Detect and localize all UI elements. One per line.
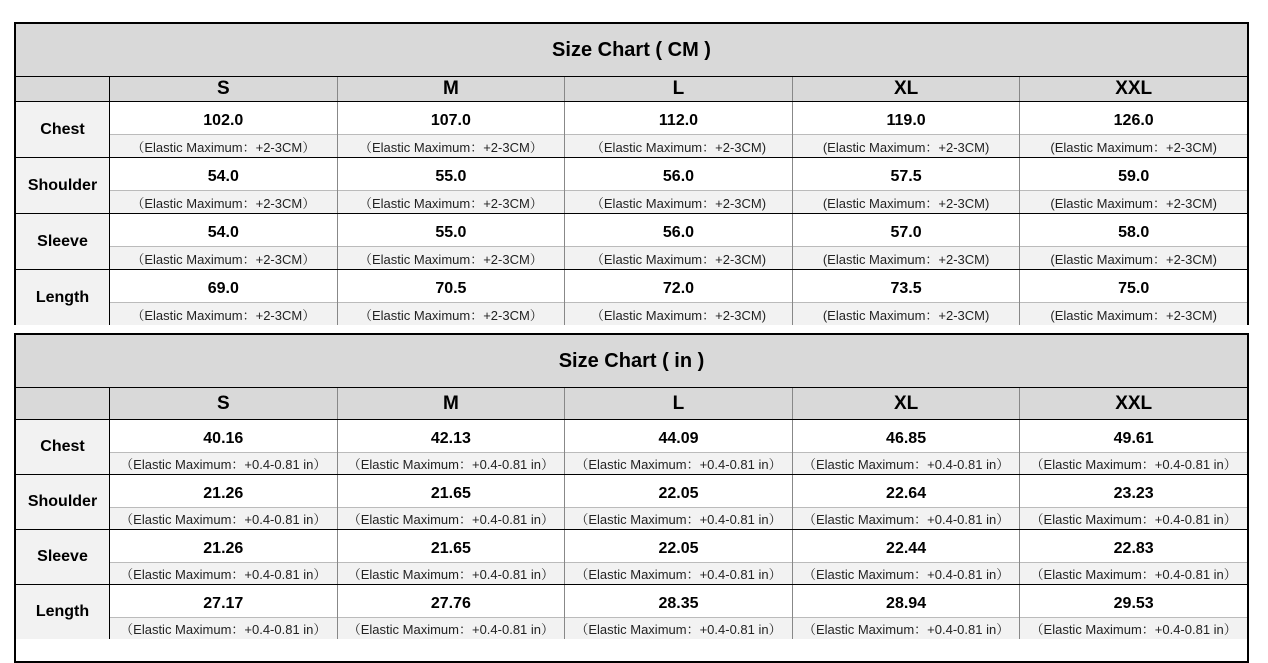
size-header-s: S — [110, 388, 338, 419]
row-label: Shoulder — [16, 475, 110, 529]
measurement-value: 27.76 — [430, 594, 471, 612]
measurement-value: 22.44 — [886, 539, 927, 557]
table-row-chest — [16, 102, 1247, 158]
measurement-value: 28.94 — [886, 594, 927, 612]
elastic-note: （Elastic Maximum：+0.4-0.81 in） — [1020, 617, 1247, 639]
measurement-value: 72.0 — [662, 280, 695, 298]
measurement-value: 102.0 — [203, 112, 244, 130]
size-header-xl: XL — [793, 77, 1021, 101]
elastic-note: （Elastic Maximum：+0.4-0.81 in） — [1020, 507, 1247, 529]
measurement-cell — [565, 420, 793, 474]
measurement-cell — [565, 475, 793, 529]
elastic-note: （Elastic Maximum：+2-3CM） — [338, 190, 565, 213]
elastic-note: (Elastic Maximum：+2-3CM) — [1020, 302, 1247, 325]
elastic-note: （Elastic Maximum：+2-3CM） — [110, 134, 337, 157]
elastic-note: （Elastic Maximum：+2-3CM） — [338, 246, 565, 269]
measurement-value: 56.0 — [662, 168, 695, 186]
measurement-value: 107.0 — [430, 112, 471, 130]
chart-title: Size Chart ( in ) — [16, 335, 1247, 388]
elastic-note: （Elastic Maximum：+0.4-0.81 in） — [793, 452, 1020, 474]
size-chart-cm — [14, 22, 1249, 325]
elastic-note: (Elastic Maximum：+2-3CM) — [793, 190, 1020, 213]
measurement-value: 54.0 — [207, 224, 239, 242]
elastic-note: （Elastic Maximum：+0.4-0.81 in） — [110, 617, 337, 639]
header-corner — [16, 388, 110, 419]
size-header-xxl: XXL — [1020, 388, 1247, 419]
header-corner — [16, 77, 110, 101]
measurement-cell — [565, 530, 793, 584]
measurement-value: 42.13 — [430, 429, 471, 447]
measurement-value: 69.0 — [207, 280, 239, 298]
table-row-sleeve — [16, 530, 1247, 585]
measurement-cell — [1020, 270, 1247, 325]
measurement-value: 22.64 — [886, 484, 927, 502]
measurement-cell — [565, 585, 793, 639]
elastic-note: （Elastic Maximum：+0.4-0.81 in） — [1020, 452, 1247, 474]
measurement-value: 21.26 — [203, 539, 244, 557]
measurement-value: 49.61 — [1113, 429, 1154, 447]
measurement-cell — [110, 102, 338, 157]
measurement-cell — [793, 270, 1021, 325]
elastic-note: （Elastic Maximum：+0.4-0.81 in） — [338, 617, 565, 639]
measurement-cell — [1020, 585, 1247, 639]
measurement-value: 28.35 — [658, 594, 699, 612]
measurement-value: 119.0 — [886, 112, 926, 130]
measurement-value: 73.5 — [890, 280, 922, 298]
measurement-value: 54.0 — [207, 168, 239, 186]
table-row-length — [16, 270, 1247, 325]
measurement-value: 21.65 — [430, 539, 471, 557]
measurement-cell — [338, 214, 566, 269]
size-header-row — [16, 77, 1247, 102]
row-label: Sleeve — [16, 530, 110, 584]
measurement-value: 46.85 — [886, 429, 927, 447]
elastic-note: (Elastic Maximum：+2-3CM) — [793, 246, 1020, 269]
measurement-value: 126.0 — [1113, 112, 1154, 130]
elastic-note: （Elastic Maximum：+2-3CM） — [110, 302, 337, 325]
table-row-chest — [16, 420, 1247, 475]
measurement-cell — [338, 158, 566, 213]
measurement-value: 29.53 — [1113, 594, 1154, 612]
measurement-cell — [110, 420, 338, 474]
elastic-note: （Elastic Maximum：+2-3CM) — [565, 246, 792, 269]
measurement-cell — [793, 420, 1021, 474]
measurement-value: 112.0 — [658, 112, 699, 130]
elastic-note: (Elastic Maximum：+2-3CM) — [1020, 246, 1247, 269]
measurement-value: 22.05 — [658, 539, 699, 557]
measurement-value: 21.26 — [203, 484, 244, 502]
measurement-cell — [110, 530, 338, 584]
measurement-value: 59.0 — [1118, 168, 1150, 186]
measurement-cell — [793, 102, 1021, 157]
measurement-cell — [338, 102, 566, 157]
measurement-cell — [793, 585, 1021, 639]
size-header-xxl: XXL — [1020, 77, 1247, 101]
row-label: Length — [16, 270, 110, 325]
measurement-cell — [1020, 214, 1247, 269]
size-header-xl: XL — [793, 388, 1021, 419]
measurement-cell — [338, 270, 566, 325]
chart-title: Size Chart ( CM ) — [16, 24, 1247, 77]
measurement-rows — [16, 102, 1247, 325]
measurement-value: 27.17 — [203, 594, 244, 612]
row-label: Chest — [16, 420, 110, 474]
measurement-cell — [1020, 158, 1247, 213]
measurement-value: 44.09 — [658, 429, 699, 447]
elastic-note: （Elastic Maximum：+0.4-0.81 in） — [565, 507, 792, 529]
measurement-value: 57.0 — [890, 224, 922, 242]
measurement-cell — [793, 530, 1021, 584]
measurement-cell — [338, 530, 566, 584]
measurement-value: 58.0 — [1118, 224, 1150, 242]
measurement-value: 55.0 — [435, 168, 467, 186]
measurement-cell — [565, 158, 793, 213]
size-header-l: L — [565, 77, 793, 101]
size-header-l: L — [565, 388, 793, 419]
measurement-cell — [1020, 102, 1247, 157]
elastic-note: （Elastic Maximum：+0.4-0.81 in） — [565, 617, 792, 639]
measurement-cell — [338, 585, 566, 639]
measurement-cell — [110, 214, 338, 269]
elastic-note: （Elastic Maximum：+0.4-0.81 in） — [565, 562, 792, 584]
elastic-note: （Elastic Maximum：+2-3CM) — [565, 134, 792, 157]
measurement-cell — [793, 158, 1021, 213]
elastic-note: （Elastic Maximum：+0.4-0.81 in） — [110, 507, 337, 529]
row-label: Sleeve — [16, 214, 110, 269]
elastic-note: （Elastic Maximum：+0.4-0.81 in） — [110, 452, 337, 474]
measurement-cell — [565, 214, 793, 269]
elastic-note: （Elastic Maximum：+2-3CM） — [110, 190, 337, 213]
measurement-cell — [1020, 530, 1247, 584]
elastic-note: （Elastic Maximum：+0.4-0.81 in） — [110, 562, 337, 584]
elastic-note: （Elastic Maximum：+0.4-0.81 in） — [793, 562, 1020, 584]
elastic-note: (Elastic Maximum：+2-3CM) — [793, 134, 1020, 157]
elastic-note: (Elastic Maximum：+2-3CM) — [1020, 134, 1247, 157]
row-label: Shoulder — [16, 158, 110, 213]
size-header-m: M — [338, 77, 566, 101]
size-header-m: M — [338, 388, 566, 419]
elastic-note: （Elastic Maximum：+0.4-0.81 in） — [565, 452, 792, 474]
measurement-cell — [565, 102, 793, 157]
elastic-note: （Elastic Maximum：+2-3CM) — [565, 190, 792, 213]
table-row-shoulder — [16, 158, 1247, 214]
measurement-value: 22.05 — [658, 484, 699, 502]
measurement-value: 21.65 — [430, 484, 471, 502]
elastic-note: （Elastic Maximum：+0.4-0.81 in） — [1020, 562, 1247, 584]
measurement-cell — [338, 475, 566, 529]
table-row-sleeve — [16, 214, 1247, 270]
measurement-value: 40.16 — [203, 429, 244, 447]
elastic-note: （Elastic Maximum：+2-3CM） — [338, 302, 565, 325]
measurement-value: 23.23 — [1113, 484, 1154, 502]
measurement-value: 75.0 — [1118, 280, 1150, 298]
elastic-note: （Elastic Maximum：+2-3CM） — [110, 246, 337, 269]
measurement-cell — [565, 270, 793, 325]
measurement-rows — [16, 420, 1247, 639]
elastic-note: (Elastic Maximum：+2-3CM) — [1020, 190, 1247, 213]
measurement-cell — [110, 585, 338, 639]
measurement-cell — [793, 475, 1021, 529]
elastic-note: （Elastic Maximum：+0.4-0.81 in） — [793, 617, 1020, 639]
size-header-s: S — [110, 77, 338, 101]
measurement-cell — [793, 214, 1021, 269]
row-label: Chest — [16, 102, 110, 157]
measurement-value: 57.5 — [890, 168, 922, 186]
measurement-value: 55.0 — [435, 224, 467, 242]
elastic-note: （Elastic Maximum：+2-3CM) — [565, 302, 792, 325]
measurement-cell — [110, 270, 338, 325]
measurement-cell — [1020, 475, 1247, 529]
measurement-value: 22.83 — [1113, 539, 1154, 557]
table-row-shoulder — [16, 475, 1247, 530]
measurement-cell — [338, 420, 566, 474]
row-label: Length — [16, 585, 110, 639]
measurement-value: 56.0 — [662, 224, 695, 242]
measurement-cell — [1020, 420, 1247, 474]
elastic-note: （Elastic Maximum：+0.4-0.81 in） — [793, 507, 1020, 529]
measurement-cell — [110, 475, 338, 529]
measurement-cell — [110, 158, 338, 213]
size-chart-in — [14, 333, 1249, 663]
elastic-note: （Elastic Maximum：+0.4-0.81 in） — [338, 562, 565, 584]
size-header-row — [16, 388, 1247, 420]
table-row-length — [16, 585, 1247, 639]
elastic-note: （Elastic Maximum：+2-3CM） — [338, 134, 565, 157]
elastic-note: （Elastic Maximum：+0.4-0.81 in） — [338, 507, 565, 529]
measurement-value: 70.5 — [435, 280, 467, 298]
elastic-note: (Elastic Maximum：+2-3CM) — [793, 302, 1020, 325]
elastic-note: （Elastic Maximum：+0.4-0.81 in） — [338, 452, 565, 474]
